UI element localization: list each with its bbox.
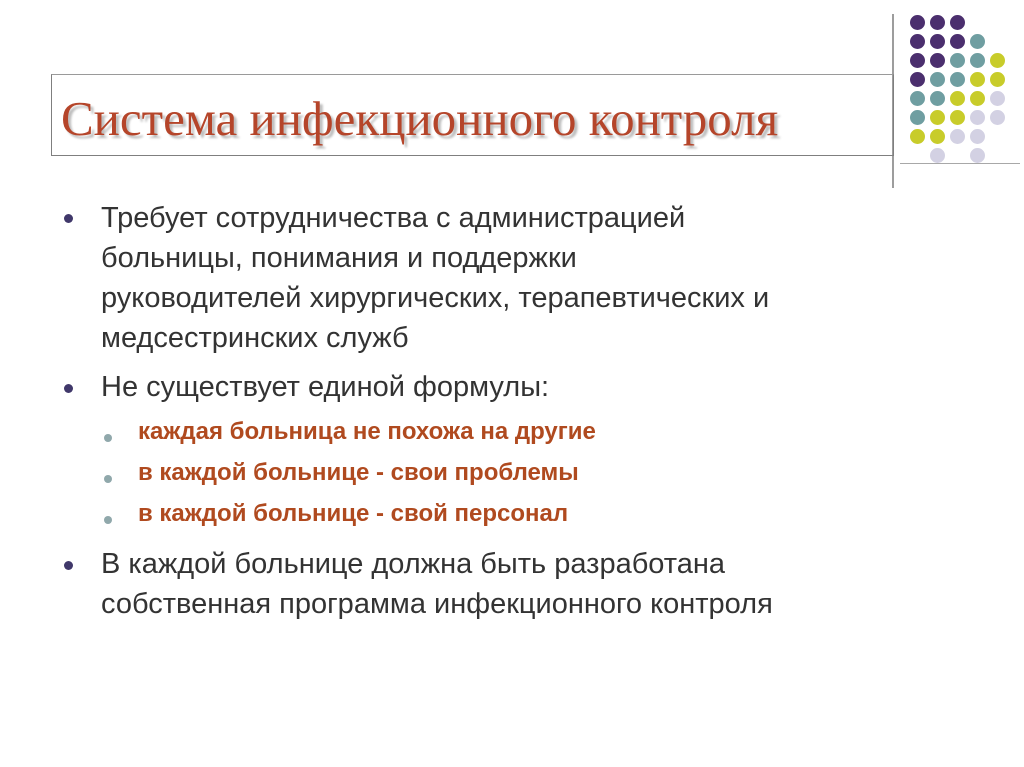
decor-dot [930, 15, 945, 30]
sub-bullet-3: в каждой больнице - свой персонал [138, 500, 569, 527]
decor-dot [990, 53, 1005, 68]
decor-dot [970, 148, 985, 163]
decor-dot [910, 91, 925, 106]
sub-bullet-marker [104, 434, 112, 442]
decor-dot [930, 34, 945, 49]
sub-bullet-2: в каждой больнице - свои проблемы [138, 459, 579, 486]
decor-dot [910, 129, 925, 144]
decor-dot [930, 53, 945, 68]
bullet-1-line-1: Требует сотрудничества с администрацией [101, 202, 686, 234]
decorative-horizontal-line [900, 163, 1020, 164]
sub-bullet-marker [104, 516, 112, 524]
decor-dot [950, 72, 965, 87]
bullet-1-line-2: больницы, понимания и поддержки [101, 242, 577, 274]
decor-dot [970, 91, 985, 106]
decor-dot [950, 15, 965, 30]
sub-bullet-marker [104, 475, 112, 483]
bullet-marker [64, 561, 73, 570]
decor-dot [970, 53, 985, 68]
sub-bullet-1: каждая больница не похожа на другие [138, 418, 596, 445]
slide-title: Система инфекционного контроля [61, 91, 779, 146]
decor-dot [970, 129, 985, 144]
decor-dot [910, 72, 925, 87]
decor-dot [950, 91, 965, 106]
bullet-2-line-1: Не существует единой формулы: [101, 371, 550, 403]
decor-dot [950, 34, 965, 49]
decor-dot [930, 72, 945, 87]
bullet-marker [64, 384, 73, 393]
decor-dot [910, 15, 925, 30]
decor-dot [990, 110, 1005, 125]
bullet-1-line-3: руководителей хирургических, терапевтических и [101, 282, 770, 314]
decor-dot [970, 34, 985, 49]
decor-dot [930, 148, 945, 163]
decor-dot [930, 110, 945, 125]
decor-dot [970, 110, 985, 125]
bullet-3-line-2: собственная программа инфекционного контроля [101, 588, 773, 620]
decor-dot [910, 53, 925, 68]
bullet-3-line-1: В каждой больнице должна быть разработана [101, 548, 726, 580]
bullet-1-line-4: медсестринских служб [101, 322, 409, 354]
bullet-marker [64, 214, 73, 223]
decor-dot [970, 72, 985, 87]
decor-dot [910, 110, 925, 125]
decor-dot [950, 129, 965, 144]
decor-dot [990, 72, 1005, 87]
decor-dot [950, 110, 965, 125]
decor-dot [990, 91, 1005, 106]
decor-dot [910, 34, 925, 49]
decor-dot [950, 53, 965, 68]
decor-dot [930, 91, 945, 106]
decor-dot [930, 129, 945, 144]
